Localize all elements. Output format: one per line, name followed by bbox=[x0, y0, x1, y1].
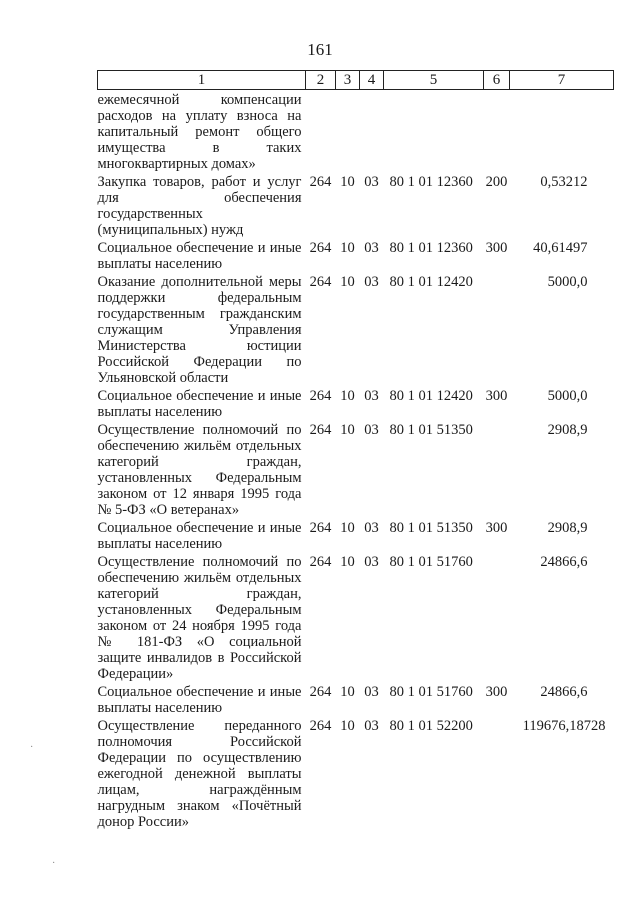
row-ministry-code: 264 bbox=[309, 718, 332, 734]
row-ministry-code: 264 bbox=[309, 554, 332, 570]
row-expense-type bbox=[484, 420, 510, 518]
table-header-row bbox=[98, 71, 614, 90]
row-description: Осуществление полномочий по обеспечению жильём отдельных категорий граждан, установленных Федеральным законом от 24 ноября 1995 года № 181-ФЗ «О социальной защите инвалидов в Российской Федерации» bbox=[97, 554, 302, 682]
table-row bbox=[98, 272, 614, 386]
scan-speck: · bbox=[30, 742, 34, 753]
row-description: Осуществление переданного полномочия Российской Федерации по осуществлению ежегодной денежной выплаты лицам, награждённым нагрудным знаком «Почётный донор России» bbox=[97, 718, 302, 830]
row-target-code: 80 1 01 52200 bbox=[389, 718, 473, 734]
row-expense-type: 300 bbox=[485, 240, 508, 256]
row-section-code: 10 bbox=[340, 240, 355, 256]
row-description: Социальное обеспечение и иные выплаты населению bbox=[97, 388, 302, 420]
row-expense-type bbox=[484, 716, 510, 830]
row-subsection-code: 03 bbox=[364, 240, 379, 256]
row-amount: 40,61497 bbox=[533, 240, 588, 256]
row-amount: 2908,9 bbox=[547, 422, 588, 438]
row-target-code: 80 1 01 51350 bbox=[389, 520, 473, 536]
row-description: Осуществление полномочий по обеспечению жильём отдельных категорий граждан, установленных Федеральным законом от 12 января 1995 года № 5-ФЗ «О ветеранах» bbox=[97, 422, 302, 518]
table-row bbox=[98, 386, 614, 420]
table-row bbox=[98, 420, 614, 518]
row-expense-type bbox=[484, 272, 510, 386]
row-ministry-code bbox=[306, 90, 336, 173]
row-description: ежемесячной компенсации расходов на уплату взноса на капитальный ремонт общего имущества в таких многоквартирных домах» bbox=[97, 92, 302, 172]
row-amount: 5000,0 bbox=[547, 274, 588, 290]
row-expense-type: 300 bbox=[485, 684, 508, 700]
row-amount: 0,53212 bbox=[540, 174, 588, 190]
table-row bbox=[98, 552, 614, 682]
row-subsection-code: 03 bbox=[364, 718, 379, 734]
row-amount: 119676,18728 bbox=[522, 718, 606, 734]
row-subsection-code: 03 bbox=[364, 174, 379, 190]
row-section-code bbox=[336, 90, 360, 173]
row-target-code: 80 1 01 51760 bbox=[389, 684, 473, 700]
column-header: 4 bbox=[360, 71, 384, 90]
column-header: 6 bbox=[484, 71, 510, 90]
row-ministry-code: 264 bbox=[309, 520, 332, 536]
row-target-code: 80 1 01 51350 bbox=[389, 422, 473, 438]
row-description: Закупка товаров, работ и услуг для обеспечения государственных (муниципальных) нужд bbox=[97, 174, 302, 238]
row-subsection-code: 03 bbox=[364, 520, 379, 536]
row-expense-type: 200 bbox=[485, 174, 508, 190]
row-amount bbox=[510, 90, 614, 173]
row-expense-type bbox=[484, 552, 510, 682]
row-expense-type bbox=[484, 90, 510, 173]
row-description: Социальное обеспечение и иные выплаты населению bbox=[97, 684, 302, 716]
row-subsection-code: 03 bbox=[364, 274, 379, 290]
column-header: 2 bbox=[306, 71, 336, 90]
row-ministry-code: 264 bbox=[309, 422, 332, 438]
row-target-code: 80 1 01 12420 bbox=[389, 274, 473, 290]
row-target-code: 80 1 01 12360 bbox=[389, 174, 473, 190]
row-expense-type: 300 bbox=[485, 388, 508, 404]
row-ministry-code: 264 bbox=[309, 684, 332, 700]
row-description: Социальное обеспечение и иные выплаты населению bbox=[97, 520, 302, 552]
row-ministry-code: 264 bbox=[309, 240, 332, 256]
table-row bbox=[98, 518, 614, 552]
scan-speck: · bbox=[52, 858, 56, 869]
column-header: 1 bbox=[98, 71, 306, 90]
row-section-code: 10 bbox=[340, 422, 355, 438]
row-subsection-code: 03 bbox=[364, 684, 379, 700]
column-header: 3 bbox=[336, 71, 360, 90]
row-amount: 24866,6 bbox=[540, 684, 588, 700]
row-target-code bbox=[384, 90, 484, 173]
row-amount: 2908,9 bbox=[547, 520, 588, 536]
row-section-code: 10 bbox=[340, 174, 355, 190]
column-header: 5 bbox=[384, 71, 484, 90]
row-description: Оказание дополнительной меры поддержки федеральным государственным гражданским служащим Управления Министерства юстиции Российской Федерации по Ульяновской области bbox=[97, 274, 302, 386]
row-subsection-code: 03 bbox=[364, 422, 379, 438]
row-ministry-code: 264 bbox=[309, 174, 332, 190]
row-section-code: 10 bbox=[340, 554, 355, 570]
table-row bbox=[98, 238, 614, 272]
row-target-code: 80 1 01 51760 bbox=[389, 554, 473, 570]
row-section-code: 10 bbox=[340, 718, 355, 734]
column-header: 7 bbox=[510, 71, 614, 90]
table-row bbox=[98, 172, 614, 238]
row-amount: 5000,0 bbox=[547, 388, 588, 404]
row-target-code: 80 1 01 12360 bbox=[389, 240, 473, 256]
row-description: Социальное обеспечение и иные выплаты населению bbox=[97, 240, 302, 272]
row-subsection-code bbox=[360, 90, 384, 173]
table-row bbox=[98, 716, 614, 830]
row-section-code: 10 bbox=[340, 684, 355, 700]
row-section-code: 10 bbox=[340, 274, 355, 290]
row-ministry-code: 264 bbox=[309, 388, 332, 404]
table-row bbox=[98, 90, 614, 173]
table-row bbox=[98, 682, 614, 716]
row-ministry-code: 264 bbox=[309, 274, 332, 290]
row-section-code: 10 bbox=[340, 388, 355, 404]
row-section-code: 10 bbox=[340, 520, 355, 536]
row-expense-type: 300 bbox=[485, 520, 508, 536]
row-subsection-code: 03 bbox=[364, 554, 379, 570]
row-subsection-code: 03 bbox=[364, 388, 379, 404]
row-amount: 24866,6 bbox=[540, 554, 588, 570]
row-target-code: 80 1 01 12420 bbox=[389, 388, 473, 404]
budget-table bbox=[97, 70, 614, 830]
page-number: 161 bbox=[307, 40, 333, 59]
